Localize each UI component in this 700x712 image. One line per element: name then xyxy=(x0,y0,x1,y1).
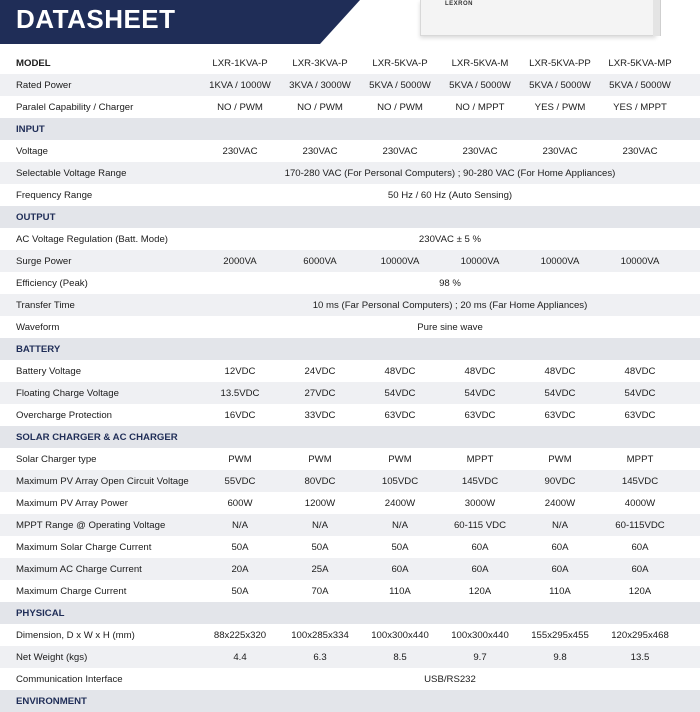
brand-logo: LEXRON xyxy=(445,1,474,7)
table-row xyxy=(0,294,700,316)
section-title: PHYSICAL xyxy=(16,607,65,619)
row-label: Overcharge Protection xyxy=(16,409,112,421)
row-label: Waveform xyxy=(16,321,60,333)
row-label: Dimension, D x W x H (mm) xyxy=(16,629,135,641)
table-cell: 230VAC xyxy=(622,145,658,157)
table-cell: 9.7 xyxy=(473,651,487,663)
table-cell: N/A xyxy=(312,519,328,531)
table-header-row xyxy=(0,52,700,74)
table-row xyxy=(0,316,700,338)
table-cell: 25A xyxy=(311,563,329,575)
row-label: Communication Interface xyxy=(16,673,123,685)
table-cell: 5KVA / 5000W xyxy=(369,79,431,91)
table-cell: 9.8 xyxy=(553,651,567,663)
merged-cell: Pure sine wave xyxy=(417,321,483,333)
row-label: Paralel Capability / Charger xyxy=(16,101,134,113)
table-cell: 13.5 xyxy=(630,651,650,663)
table-cell: N/A xyxy=(392,519,408,531)
table-cell: 110A xyxy=(389,585,411,597)
table-cell: 13.5VDC xyxy=(220,387,260,399)
table-row xyxy=(0,514,700,536)
row-label: Selectable Voltage Range xyxy=(16,167,127,179)
table-row xyxy=(0,272,700,294)
table-cell: MPPT xyxy=(466,453,494,465)
table-cell: NO / MPPT xyxy=(455,101,505,113)
table-cell: 100x285x334 xyxy=(291,629,349,641)
table-cell: 33VDC xyxy=(304,409,336,421)
table-cell: 50A xyxy=(231,585,249,597)
row-label: Transfer Time xyxy=(16,299,75,311)
table-cell: 60-115 VDC xyxy=(453,519,507,531)
row-label: Efficiency (Peak) xyxy=(16,277,88,289)
section-title: INPUT xyxy=(16,123,45,135)
table-cell: 63VDC xyxy=(464,409,496,421)
table-cell: 110A xyxy=(549,585,571,597)
table-row xyxy=(0,162,700,184)
table-cell: 1200W xyxy=(304,497,336,509)
table-cell: 63VDC xyxy=(544,409,576,421)
table-cell: PWM xyxy=(388,453,412,465)
table-row xyxy=(0,646,700,668)
row-label: MPPT Range @ Operating Voltage xyxy=(16,519,166,531)
table-cell: 60A xyxy=(631,563,649,575)
table-cell: 63VDC xyxy=(624,409,656,421)
section-title: OUTPUT xyxy=(16,211,56,223)
table-cell: N/A xyxy=(232,519,248,531)
table-cell: 80VDC xyxy=(304,475,336,487)
table-cell: 63VDC xyxy=(384,409,416,421)
product-image xyxy=(420,0,656,36)
table-cell: 50A xyxy=(231,541,249,553)
table-cell: 90VDC xyxy=(544,475,576,487)
table-row xyxy=(0,228,700,250)
section-header-row xyxy=(0,338,700,360)
row-label: Maximum Solar Charge Current xyxy=(16,541,152,553)
model-name: LXR-5KVA-M xyxy=(451,57,509,69)
table-cell: 10000VA xyxy=(620,255,660,267)
product-side-panel xyxy=(653,0,661,36)
table-cell: 54VDC xyxy=(384,387,416,399)
table-cell: 145VDC xyxy=(461,475,499,487)
table-cell: 120A xyxy=(628,585,652,597)
table-cell: 100x300x440 xyxy=(451,629,509,641)
table-cell: 60A xyxy=(391,563,409,575)
table-cell: 60-115VDC xyxy=(615,519,665,531)
table-row xyxy=(0,360,700,382)
row-label: Maximum Charge Current xyxy=(16,585,127,597)
merged-cell: 170-280 VAC (For Personal Computers) ; 90-280 VAC (For Home Appliances) xyxy=(284,167,616,179)
row-label: Net Weight (kgs) xyxy=(16,651,88,663)
table-row xyxy=(0,536,700,558)
row-label: Surge Power xyxy=(16,255,72,267)
table-cell: PWM xyxy=(548,453,572,465)
table-cell: 4000W xyxy=(624,497,656,509)
table-cell: 60A xyxy=(631,541,649,553)
table-cell: YES / MPPT xyxy=(613,101,667,113)
merged-cell: 50 Hz / 60 Hz (Auto Sensing) xyxy=(387,189,513,201)
table-cell: 145VDC xyxy=(621,475,659,487)
table-row xyxy=(0,404,700,426)
table-cell: 20A xyxy=(231,563,249,575)
table-cell: 10000VA xyxy=(380,255,420,267)
table-cell: 54VDC xyxy=(544,387,576,399)
table-cell: 105VDC xyxy=(381,475,419,487)
model-name: LXR-3KVA-P xyxy=(292,57,348,69)
table-row xyxy=(0,624,700,646)
row-label: Battery Voltage xyxy=(16,365,82,377)
table-cell: YES / PWM xyxy=(534,101,586,113)
model-name: LXR-5KVA-MP xyxy=(608,57,672,69)
table-cell: 2000VA xyxy=(223,255,257,267)
table-row xyxy=(0,250,700,272)
table-cell: 10000VA xyxy=(540,255,580,267)
section-title: SOLAR CHARGER & AC CHARGER xyxy=(16,431,178,443)
table-cell: 24VDC xyxy=(304,365,336,377)
table-cell: 8.5 xyxy=(393,651,407,663)
table-cell: 155x295x455 xyxy=(531,629,589,641)
table-row xyxy=(0,96,700,118)
merged-cell: 10 ms (Far Personal Computers) ; 20 ms (Far Home Appliances) xyxy=(312,299,588,311)
datasheet-table xyxy=(0,52,700,712)
table-cell: 48VDC xyxy=(464,365,496,377)
model-name: LXR-1KVA-P xyxy=(212,57,268,69)
table-row xyxy=(0,382,700,404)
table-cell: 120A xyxy=(468,585,492,597)
table-cell: 120x295x468 xyxy=(611,629,669,641)
row-label: Maximum AC Charge Current xyxy=(16,563,142,575)
section-header-row xyxy=(0,690,700,712)
row-label: Frequency Range xyxy=(16,189,93,201)
table-cell: 5KVA / 5000W xyxy=(449,79,511,91)
table-cell: 3000W xyxy=(464,497,496,509)
table-cell: 16VDC xyxy=(224,409,256,421)
table-cell: 230VAC xyxy=(302,145,338,157)
table-cell: 2400W xyxy=(384,497,416,509)
row-label: Solar Charger type xyxy=(16,453,97,465)
table-cell: 48VDC xyxy=(384,365,416,377)
section-title: BATTERY xyxy=(16,343,61,355)
table-cell: PWM xyxy=(228,453,252,465)
table-cell: NO / PWM xyxy=(377,101,423,113)
row-label: Voltage xyxy=(16,145,49,157)
table-cell: 48VDC xyxy=(624,365,656,377)
table-cell: 12VDC xyxy=(224,365,256,377)
table-cell: 60A xyxy=(551,541,569,553)
table-cell: 50A xyxy=(311,541,329,553)
table-row xyxy=(0,448,700,470)
section-title: ENVIRONMENT xyxy=(16,695,87,707)
row-label: Rated Power xyxy=(16,79,72,91)
row-label: Floating Charge Voltage xyxy=(16,387,119,399)
table-cell: 5KVA / 5000W xyxy=(609,79,671,91)
header-label: MODEL xyxy=(16,57,51,69)
table-cell: 60A xyxy=(551,563,569,575)
section-header-row xyxy=(0,118,700,140)
table-cell: 2400W xyxy=(544,497,576,509)
table-cell: PWM xyxy=(308,453,332,465)
table-row xyxy=(0,140,700,162)
table-cell: 230VAC xyxy=(462,145,498,157)
table-cell: 88x225x320 xyxy=(213,629,267,641)
model-name: LXR-5KVA-PP xyxy=(529,57,591,69)
table-cell: 27VDC xyxy=(304,387,336,399)
table-cell: 54VDC xyxy=(624,387,656,399)
section-header-row xyxy=(0,426,700,448)
table-cell: 230VAC xyxy=(222,145,258,157)
table-cell: 1KVA / 1000W xyxy=(209,79,271,91)
table-row xyxy=(0,668,700,690)
table-cell: 60A xyxy=(471,563,489,575)
table-cell: 4.4 xyxy=(233,651,247,663)
section-header-row xyxy=(0,602,700,624)
table-row xyxy=(0,580,700,602)
row-label: Maximum PV Array Open Circuit Voltage xyxy=(16,475,189,487)
merged-cell: 98 % xyxy=(439,277,461,289)
table-cell: 55VDC xyxy=(224,475,256,487)
model-name: LXR-5KVA-P xyxy=(372,57,428,69)
table-row xyxy=(0,558,700,580)
table-cell: 54VDC xyxy=(464,387,496,399)
row-label: AC Voltage Regulation (Batt. Mode) xyxy=(16,233,168,245)
table-cell: 50A xyxy=(391,541,409,553)
section-header-row xyxy=(0,206,700,228)
table-cell: 48VDC xyxy=(544,365,576,377)
table-cell: 6000VA xyxy=(303,255,337,267)
merged-cell: USB/RS232 xyxy=(424,673,476,685)
table-cell: 230VAC xyxy=(382,145,418,157)
table-cell: 230VAC xyxy=(542,145,578,157)
table-cell: 100x300x440 xyxy=(371,629,429,641)
row-label: Maximum PV Array Power xyxy=(16,497,128,509)
table-cell: MPPT xyxy=(626,453,654,465)
table-cell: 600W xyxy=(227,497,253,509)
merged-cell: 230VAC ± 5 % xyxy=(418,233,482,245)
table-cell: 3KVA / 3000W xyxy=(289,79,351,91)
table-cell: 5KVA / 5000W xyxy=(529,79,591,91)
table-cell: NO / PWM xyxy=(217,101,263,113)
table-cell: 10000VA xyxy=(460,255,500,267)
table-cell: N/A xyxy=(552,519,568,531)
page-title: DATASHEET xyxy=(16,4,176,34)
table-row xyxy=(0,184,700,206)
table-row xyxy=(0,492,700,514)
table-row xyxy=(0,74,700,96)
table-cell: 60A xyxy=(471,541,489,553)
table-cell: NO / PWM xyxy=(297,101,343,113)
table-row xyxy=(0,470,700,492)
table-cell: 6.3 xyxy=(313,651,327,663)
table-cell: 70A xyxy=(311,585,329,597)
